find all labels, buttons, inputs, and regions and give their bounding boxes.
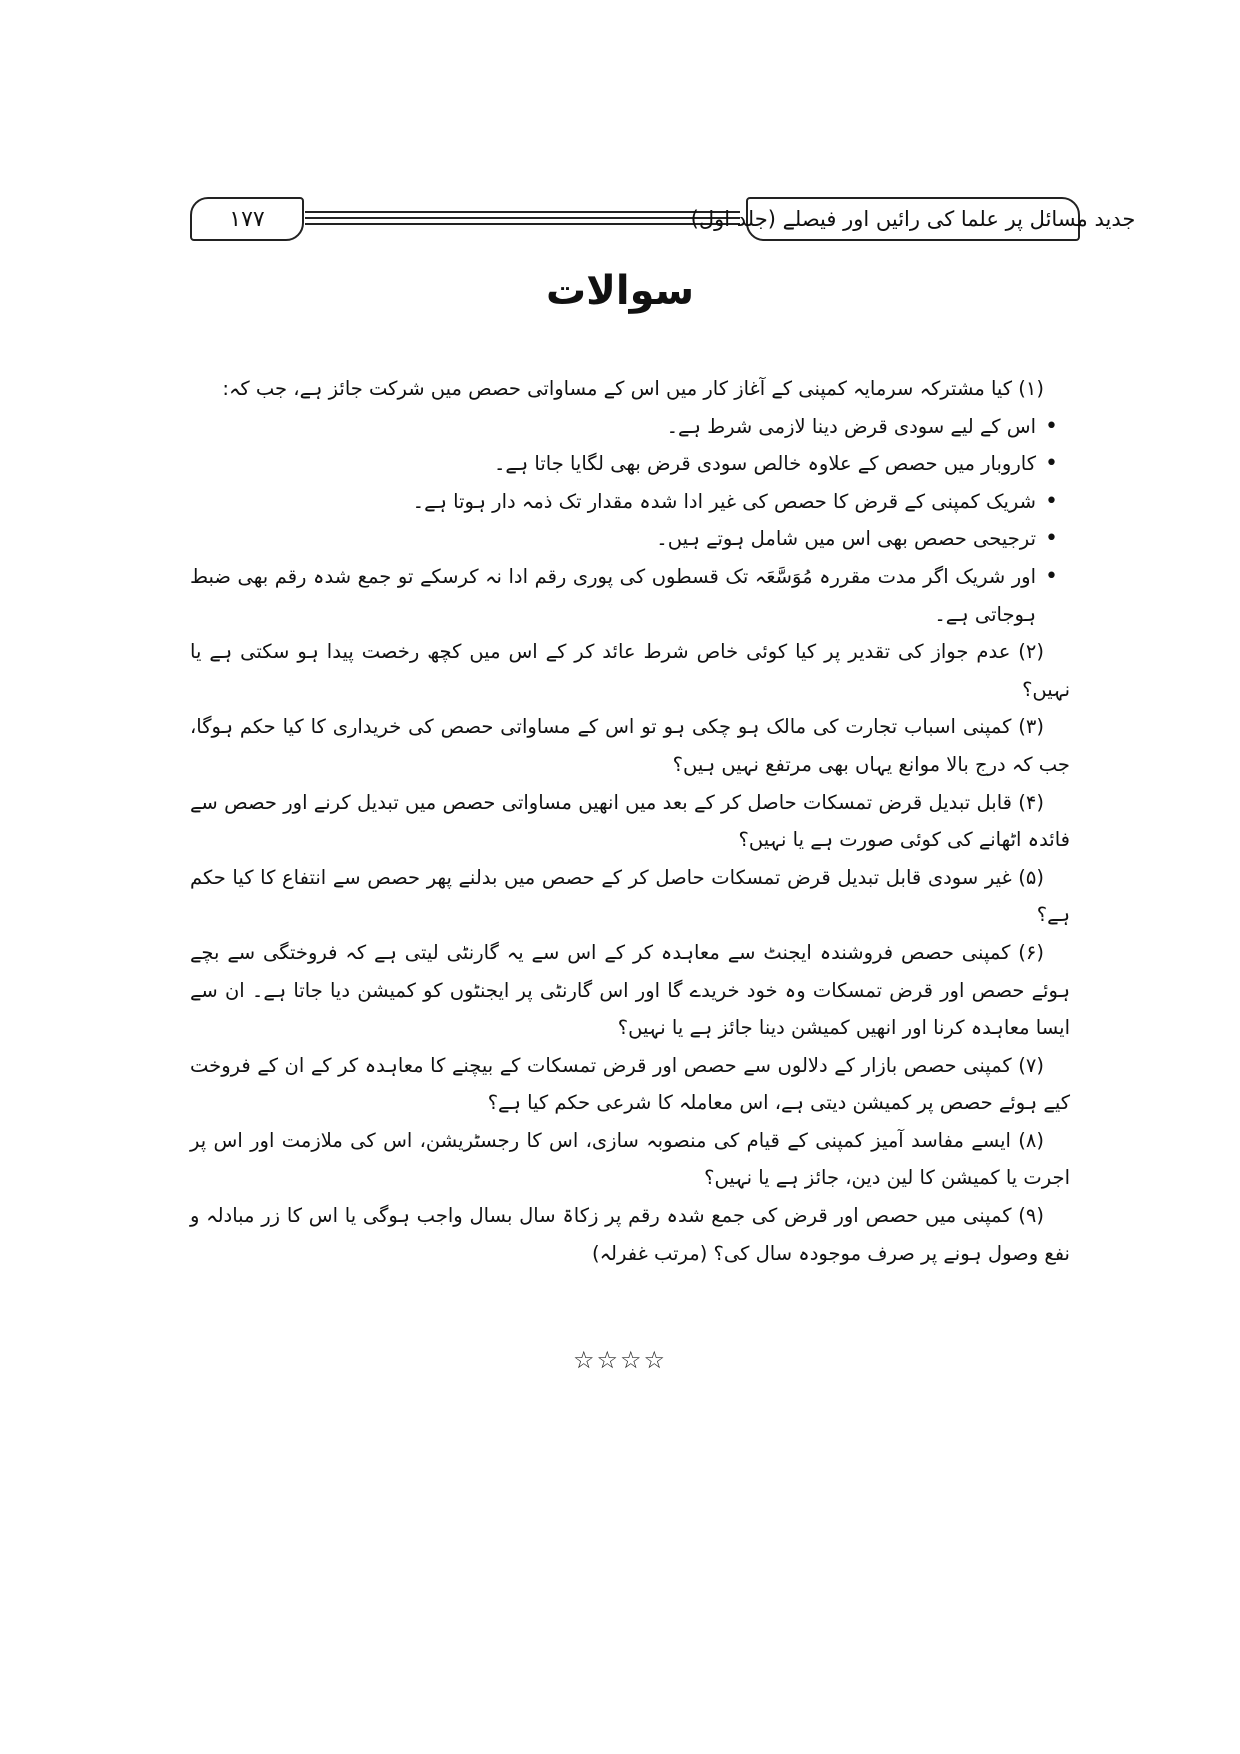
bullet-item: • کاروبار میں حصص کے علاوہ خالص سودی قرض بھی لگایا جاتا ہے۔ [190,445,1036,483]
page-heading: سوالات [545,268,695,314]
end-stars: ☆☆☆☆ [572,1346,668,1374]
bullet-item: • اور شریک اگر مدت مقررہ مُوَسَّعَہ تک قسطوں کی پوری رقم ادا نہ کرسکے تو جمع شدہ رقم بھی ضبط ہوجاتی ہے۔ [190,558,1036,633]
book-title: جدید مسائل پر علما کی رائیں اور فیصلے (جلد اول) [746,197,1080,241]
question-9: (۹) کمپنی میں حصص اور قرض کی جمع شدہ رقم پر زکاۃ سال بسال واجب ہوگی یا اس کا زر مبادلہ و نفع وصول ہونے پر صرف موجودہ سال کی؟ (مرتب غفرلہ) [190,1204,1070,1265]
question-3: (۳) کمپنی اسباب تجارت کی مالک ہو چکی ہو تو اس کے مساواتی حصص کی خریداری کا کیا حکم ہوگا، جب کہ درج بالا موانع یہاں بھی مرتفع نہیں ہیں؟ [190,715,1070,776]
running-header [190,193,1136,239]
question-7: (۷) کمپنی حصص بازار کے دلالوں سے حصص اور قرض تمسکات کے بیچنے کا معاہدہ کر کے ان کے فروخت کیے ہوئے حصص پر کمیشن دیتی ہے، اس معاملہ کا شرعی حکم کیا ہے؟ [190,1053,1070,1115]
question-1-intro: (۱) کیا مشترکہ سرمایہ کمپنی کے آغاز کار میں اس کے مساواتی حصص میں شرکت جائز ہے، جب کہ: [222,377,1044,400]
question-5: (۵) غیر سودی قابل تبدیل قرض تمسکات حاصل کر کے حصص میں بدلنے پھر حصص سے انتفاع کا کیا حکم ہے؟ [190,865,1070,927]
header-rule [305,223,740,225]
question-4: (۴) قابل تبدیل قرض تمسکات حاصل کر کے بعد میں انھیں مساواتی حصص میں تبدیل کرنے اور حصص سے فائدہ اٹھانے کی کوئی صورت ہے یا نہیں؟ [190,790,1070,852]
question-8: (۸) ایسے مفاسد آمیز کمپنی کے قیام کی منصوبہ سازی، اس کا رجسٹریشن، اس کی ملازمت اور اس پر اجرت یا کمیشن کا لین دین، جائز ہے یا نہیں؟ [190,1128,1070,1190]
bullet-item: • ترجیحی حصص بھی اس میں شامل ہوتے ہیں۔ [190,520,1036,558]
header-rule [305,211,740,213]
page-number: ۱۷۷ [190,197,304,241]
question-6: (۶) کمپنی حصص فروشندہ ایجنٹ سے معاہدہ کر کے اس سے یہ گارنٹی لیتی ہے کہ فروختگی سے بچے ہوئے حصص اور قرض تمسکات وہ خود خریدے گا اور اس گارنٹی پر ایجنٹوں کو کمیشن دیا جاتا ہے۔ ان سے ایسا معاہدہ کرنا اور انھیں کمیشن دینا جائز ہے یا نہیں؟ [190,940,1070,1040]
bullet-list [190,408,1070,634]
question-2: (۲) عدم جواز کی تقدیر پر کیا کوئی خاص شرط عائد کر کے اس میں کچھ رخصت پیدا ہو سکتی ہے یا نہیں؟ [190,640,1070,701]
bullet-item: • شریک کمپنی کے قرض کا حصص کی غیر ادا شدہ مقدار تک ذمہ دار ہوتا ہے۔ [190,483,1036,521]
bullet-item: • اس کے لیے سودی قرض دینا لازمی شرط ہے۔ [190,408,1036,446]
header-rule [305,217,740,219]
questions-body [190,370,1070,1272]
